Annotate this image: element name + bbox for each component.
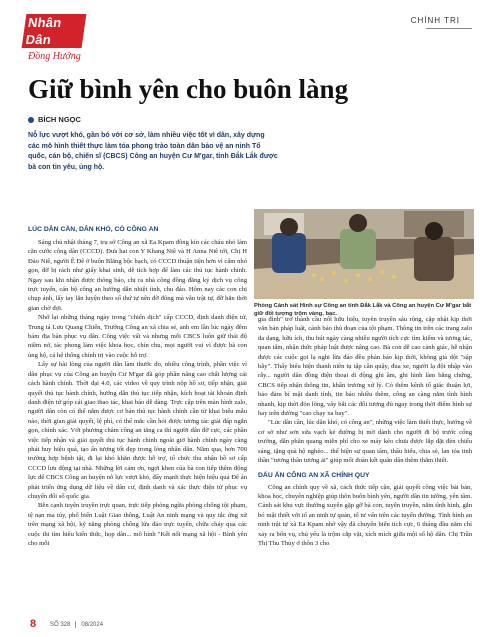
byline-dot-icon xyxy=(28,117,34,123)
section-heading-1: LÚC DÂN CẦN, DÂN KHÓ, CÓ CÔNG AN xyxy=(28,226,159,233)
paragraph: Sáng chủ nhật tháng 7, trụ sở Công an xã Ea Kpam đông kín các cháu nhỏ làm căn cước công dân (CCCD). Đưa hai con Y Khang Niê và H Anna Niê tới, Chị H Đào Niê, người Ê Đê ở buôn Blăng bộc bạch, có CCCD thuận tiện hơn vì cấm nhỏ gọn, đỡ bị rách như giấy khai sinh, dễ tích hợp để làm các thủ tục hành chính. Ngay sau khi nhận được thông báo, chị ra nhà công đồng đăng ký dịch vụ công trực tuyến, cán bộ công an hướng dẫn nhiệt tình, chu đáo. Hôm nay các con chị chụp ảnh, lấy tay lăn luyện theo sổ thứ tự nên đỡ đông mà vẫn trật tự, đỡ hẳn thời gian chờ đợi. xyxy=(28,239,247,312)
article-lead: Nỗ lực vượt khó, gần bó với cơ sở, làm nhiều việc tốt vì dân, xây dựng các mô hình thiết thực làm tỏa phong trào toàn dân bảo vệ an ninh Tổ quốc, cán bộ, chiến sĩ (CBCS) Công an huyện Cư M'gar, tỉnh Đắk Lắk được bà con tin yêu, ủng hộ. xyxy=(28,132,278,171)
section-heading-2: DẤU ẤN CÔNG AN XÃ CHÍNH QUY xyxy=(258,471,370,479)
logo-wordmark: Nhân Dân xyxy=(22,14,87,48)
issue-info xyxy=(50,621,103,628)
section-divider xyxy=(426,28,472,29)
page-number: 8 xyxy=(30,618,37,630)
page-footer xyxy=(0,615,500,637)
paragraph: Công an chính quy về xã, cách thức tiếp cận, giải quyết công việc bài bản, khoa học, chuyên nghiệp giúp thôn buôn bình yên, người dân tin tưởng, yên tâm. Cảnh sát khu vực thường xuyên gặp gỡ bà con, tuyên truyền, nắm tình hình, gắn bó mật thiết với tổ an ninh tự quản, tổ tư vấn trên các tuyến đường. Tình hình an ninh trật tự xã Ea Kpam nhờ vậy đã chuyển biến tích cực, 6 tháng đầu năm chỉ xảy ra bốn vụ, chủ yếu là trộm cắp vặt, xích mích giữa một số hộ dân. Chị Trần Thị Thu Thủy ở thôn 3 cho xyxy=(258,483,472,547)
newspaper-logo[interactable] xyxy=(24,14,84,62)
photo-illustration xyxy=(254,209,474,299)
issue-number: SỐ 328 xyxy=(50,621,71,628)
author-byline xyxy=(28,115,81,124)
logo-subtitle: Đồng Hướng xyxy=(28,51,81,62)
article-title: Giữ bình yên cho buôn làng xyxy=(28,74,349,104)
right-column xyxy=(258,315,472,548)
section-label: CHÍNH TRỊ xyxy=(410,16,460,25)
left-column xyxy=(28,226,247,548)
page-header xyxy=(0,0,500,84)
paragraph: "Lúc dân cần, lúc dân khó, có công an", những việc làm thiết thực, hướng về cơ sở như sơn sửa vạch kẻ đường bị mờ dành cho người đi bộ trước cổng trường, dẫn phân quang miễn phí cho xe máy kéo chưa được lắp đặt đèn chiếu sáng, tặng quà hộ nghèo... thể hiện sự quan tâm, thấu hiểu, chia sẻ, lan tỏa tinh thần "tương thân tương ái" giúp mối đoàn kết quân dân thêm thắm thiết. xyxy=(258,419,472,465)
paragraph: gia đình" trở thành cầu nối hữu hiệu, tuyên truyền sâu rộng, cập nhật kịp thời văn bản pháp luật, cảnh báo thủ đoạn của tội phạm. Thông tin trên các trang zalo đa dạng, hữu ích, thu hút ngày càng nhiều người tích cực tìm kiếm và tương tác, quan tâm, nhận thức pháp luật được nâng cao. Bà con dễ cao cảnh giác, hễ nhận được các cuộc gọi lạ nghi lừa đảo đều phản báo kịp thời, không giả dột "sập bẫy". Thấy biểu hiện thanh niên tụ tập cần quậy, đua xe, người lạ đột nhập vào rẫy... người dân đồng điện thoại di động ghi âm, ghi hình làm bằng chứng, CBCS tiếp nhận thông tin, khẩn trương xử lý. Có thêm kênh tố giác thuận lợi, bảo đảm bí mật danh tính, tin báo nhiều thêm, công an càng nắm tình hình nhanh, kịp thời đón lõng, vây bắt các đối tượng đủ ngay trong thời điểm hình sự hay trên đường "cao chạy xa bay". xyxy=(258,316,472,418)
article-photo xyxy=(254,209,474,299)
issue-separator xyxy=(75,621,76,628)
paragraph: Lấy sự hài lòng của người dân làm thước đo, nhiều công trình, phần việc vì dân phục vụ của Công an huyện Cư M'gar đã góp phần nâng cao chất lượng cải cách hành chính. Thời đại 4.0, các video về quy trình nộp hồ sơ, tiếp nhận, giải quyết thủ tục hành chính, hướng dẫn thủ tục tiếp nhận, kích hoạt tài khoản định danh điện tử góp cải giao thao tác, khai báo dễ dàng. Trực cập trên màn hình zalo, người dân còn có thể nắm được cơ bản thủ tục hành chính cần từ khai biểu mẫu nào, thời gian giải quyết, lệ phí, có thể mắc cần hỏi được tương tác giải đáp ngắn gọn, chính xác. Với phương châm công an tăng ca thì người dân đỡ cực, các phần việc tiếp nhận và giải quyết thủ tục hành chính ngoài giờ hành chính ngày càng phát huy hiệu quả, tạo ấn tượng tốt đẹp trong lòng nhân dân. Năm qua, hơn 700 trường hợp bệnh tật, đi lại khó khăn được hỗ trợ, tổ chức thu nhận hồ sơ cấp CCCD lưu động tại nhà. Những lời cảm ơn, ngợi khen của bà con tiếp thêm động lực để CBCS Công an huyện nỗ lực vượt khó, đẩy mạnh thực hiện hiệu quả Đề án phát triển ứng dụng dữ liệu về dân cư, định danh và xác thực điện tử phục vụ chuyển đổi số quốc gia. xyxy=(28,361,247,500)
photo-caption: Phòng Cảnh sát Hình sự Công an tỉnh Đắk Lắk và Công an huyện Cư M'gar bắt giữ đối tượng trộm vàng, bạc. xyxy=(254,303,472,317)
issue-date: 08/2024 xyxy=(81,621,104,628)
paragraph: Bên cạnh tuyên truyền trực quan, trực tiếp phòng ngừa phòng chống tội phạm, tệ nạn ma túy, phổ biến Luật Giao thông, Luật An ninh mạng và quy tắc ứng xử trên mạng xã hội, kỹ năng phòng chống lừa đảo trực tuyến, chữa cháy qua các cuộc thi tìm hiểu kiến thức, họp dân... mô hình "Kết nối mạng xã hội - Bình yên cho mỗi xyxy=(28,502,247,547)
author-name: BÍCH NGỌC xyxy=(38,115,81,124)
paragraph: Nhớ lại những tháng ngày trong "chiến dịch" cấp CCCD, định danh điện tử, Trung tá Lưu Quang Chiến, Trưởng Công an xã chia sẻ, anh em lần lúc ngày đêm bám địa bàn phục vụ dân. Công việc vất vả nhưng mỗi CBCS luôn giữ thái độ niềm nở, tác phong làm việc khoa học, chín chu, mọi người vui vì được bà con ủng hộ, cả hệ thống chính trị vào cuộc hỗ trợ. xyxy=(28,314,247,359)
